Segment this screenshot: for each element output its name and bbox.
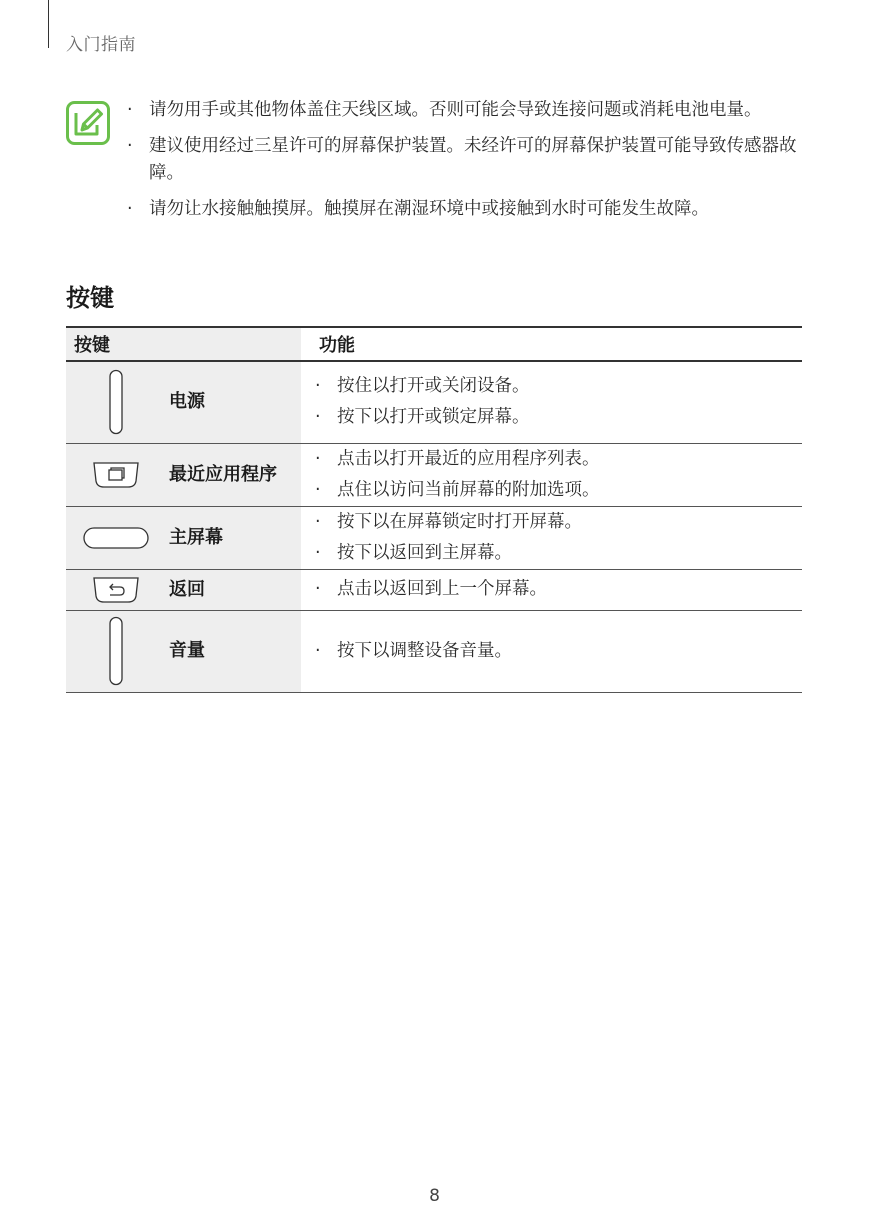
table-row xyxy=(66,610,802,692)
key-icon-cell xyxy=(66,361,166,443)
recent-apps-key-icon xyxy=(66,461,166,489)
note-text: 建议使用经过三星许可的屏幕保护装置。未经许可的屏幕保护装置可能导致传感器故障。 xyxy=(149,136,797,183)
bullet: · xyxy=(315,479,321,500)
function-text: 按下以在屏幕锁定时打开屏幕。 xyxy=(337,511,582,532)
volume-key-icon xyxy=(66,616,166,686)
table-row xyxy=(66,569,802,610)
function-text: 点住以访问当前屏幕的附加选项。 xyxy=(337,479,600,500)
power-key-icon xyxy=(66,369,166,435)
key-name: 主屏幕 xyxy=(166,506,301,569)
key-icon-cell xyxy=(66,569,166,610)
column-header-key: 按键 xyxy=(66,327,301,361)
column-header-function: 功能 xyxy=(301,327,802,361)
function-text: 按下以返回到主屏幕。 xyxy=(337,542,512,563)
key-name: 最近应用程序 xyxy=(166,443,301,506)
table-header-row xyxy=(66,327,802,361)
bullet: · xyxy=(315,640,321,661)
note-text: 请勿让水接触触摸屏。触摸屏在潮湿环境中或接触到水时可能发生故障。 xyxy=(149,199,709,219)
note-item xyxy=(124,97,824,124)
key-name: 音量 xyxy=(166,610,301,692)
page-edge-rule xyxy=(48,0,49,48)
keys-table xyxy=(66,326,802,693)
key-icon-cell xyxy=(66,506,166,569)
function-text: 点击以返回到上一个屏幕。 xyxy=(337,579,547,599)
key-icon-cell xyxy=(66,443,166,506)
function-item xyxy=(315,507,802,538)
table-row xyxy=(66,443,802,506)
note-pencil-icon xyxy=(66,101,110,145)
bullet: · xyxy=(315,579,321,599)
page-number: 8 xyxy=(429,1186,440,1206)
key-function-cell xyxy=(301,569,802,610)
function-text: 按下以调整设备音量。 xyxy=(337,640,512,661)
bullet: · xyxy=(315,448,321,469)
function-item xyxy=(315,444,802,475)
back-key-icon xyxy=(66,576,166,604)
function-text: 按下以打开或锁定屏幕。 xyxy=(337,407,530,428)
bullet: · xyxy=(315,542,321,563)
home-key-icon xyxy=(66,526,166,550)
key-function-cell xyxy=(301,506,802,569)
function-item xyxy=(315,574,802,605)
section-title: 按键 xyxy=(66,284,114,312)
note-list xyxy=(124,97,824,232)
function-item xyxy=(315,636,802,667)
note-item xyxy=(124,196,824,223)
function-item xyxy=(315,402,802,433)
bullet: · xyxy=(127,100,133,120)
key-function-cell xyxy=(301,443,802,506)
bullet: · xyxy=(127,199,133,219)
table-row xyxy=(66,506,802,569)
chapter-header: 入门指南 xyxy=(66,35,136,55)
function-text: 按住以打开或关闭设备。 xyxy=(337,376,530,397)
table-row xyxy=(66,361,802,443)
key-name: 返回 xyxy=(166,569,301,610)
key-function-cell xyxy=(301,361,802,443)
function-item xyxy=(315,371,802,402)
key-icon-cell xyxy=(66,610,166,692)
bullet: · xyxy=(315,376,321,397)
key-name: 电源 xyxy=(166,361,301,443)
key-function-cell xyxy=(301,610,802,692)
note-item xyxy=(124,133,824,187)
function-text: 点击以打开最近的应用程序列表。 xyxy=(337,448,600,469)
bullet: · xyxy=(315,511,321,532)
bullet: · xyxy=(315,407,321,428)
bullet: · xyxy=(127,136,133,156)
function-item xyxy=(315,538,802,569)
note-text: 请勿用手或其他物体盖住天线区域。否则可能会导致连接问题或消耗电池电量。 xyxy=(149,100,762,120)
function-item xyxy=(315,475,802,506)
